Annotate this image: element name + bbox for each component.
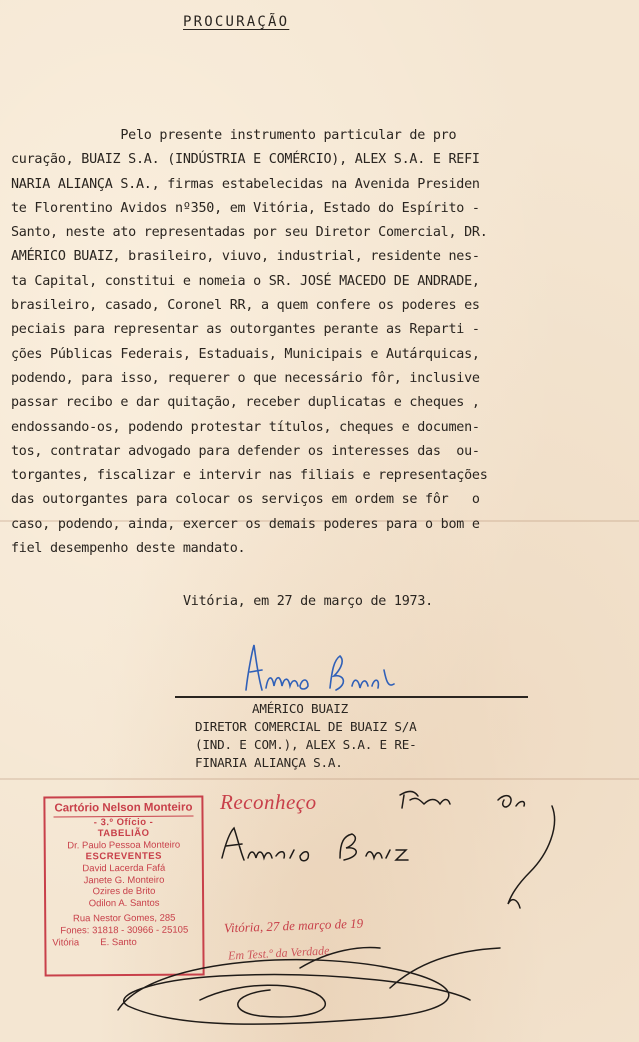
notary-truth-stamp: Em Test.º da Verdade	[227, 943, 330, 963]
notary-role: TABELIÃO	[97, 828, 150, 840]
body-line: te Florentino Avidos nº350, em Vitória, Estado do Espírito -	[11, 200, 480, 216]
body-line: curação, BUAIZ S.A. (INDÚSTRIA E COMÉRCIO), ALEX S.A. E REFI	[11, 152, 480, 168]
notary-clerk: Ozires de Brito	[92, 885, 156, 898]
document-date: Vitória, em 27 de março de 1973.	[183, 594, 433, 609]
body-line: brasileiro, casado, Coronel RR, a quem confere os poderes es	[11, 298, 480, 314]
body-line: tos, contratar advogado para defender os interesses das ou-	[11, 443, 480, 459]
notary-date-stamp: Vitória, 27 de março de 19	[223, 915, 364, 936]
recognition-stamp: Reconheço	[220, 790, 317, 814]
notary-clerk: Odilon A. Santos	[88, 897, 160, 909]
signatory-block	[195, 700, 416, 772]
notary-address: Rua Nestor Gomes, 285	[72, 912, 176, 925]
body-line: caso, podendo, ainda, exercer os demais poderes para o bom e	[11, 516, 480, 532]
body-line: NARIA ALIANÇA S.A., firmas estabelecidas na Avenida Presiden	[11, 176, 480, 192]
notary-clerk: David Lacerda Fafá	[82, 862, 166, 875]
document-body	[11, 124, 631, 561]
body-line: ta Capital, constitui e nomeia o SR. JOSÉ MACEDO DE ANDRADE,	[11, 273, 480, 289]
notary-clerk: Janete G. Monteiro	[83, 874, 165, 886]
body-line: torgantes, fiscalizar e intervir nas filiais e representações	[11, 468, 488, 484]
body-line: AMÉRICO BUAIZ, brasileiro, viuvo, industrial, residente nes-	[11, 249, 480, 265]
body-line: das outorgantes para colocar os serviços em ordem se fôr o	[11, 492, 480, 508]
notary-office-name: Cartório Nelson Monteiro	[53, 803, 193, 818]
paper-fold	[0, 778, 639, 780]
notary-city: Vitória E. Santo	[52, 936, 137, 949]
body-line: ções Públicas Federais, Estaduais, Municipais e Autárquicas,	[11, 346, 480, 362]
notary-stamp	[43, 795, 204, 976]
notary-phones: Fones: 31818 - 30966 - 25105	[60, 924, 189, 937]
signatory-title: (IND. E COM.), ALEX S.A. E RE-	[195, 737, 417, 752]
body-line: podendo, para isso, requerer o que necessário fôr, inclusive	[11, 370, 480, 386]
body-line: endossando-os, podendo protestar títulos, cheques e documen-	[11, 419, 480, 435]
signatory-name: AMÉRICO BUAIZ	[252, 701, 348, 716]
signature-line	[175, 696, 528, 698]
signatory-title: FINARIA ALIANÇA S.A.	[195, 755, 343, 770]
body-line: Pelo presente instrumento particular de pro	[11, 128, 457, 143]
body-line: passar recibo e dar quitação, receber duplicatas e cheques ,	[11, 395, 480, 411]
signatory-title: DIRETOR COMERCIAL DE BUAIZ S/A	[195, 719, 417, 734]
notary-office-number: - 3.º Ofício -	[93, 816, 154, 828]
body-line: Santo, neste ato representadas por seu Diretor Comercial, DR.	[11, 225, 488, 241]
notary-name: Dr. Paulo Pessoa Monteiro	[67, 839, 181, 852]
body-line: peciais para representar as outorgantes perante as Reparti -	[11, 322, 480, 338]
notary-clerks-label: ESCREVENTES	[85, 851, 162, 863]
document-title: PROCURAÇÃO	[183, 14, 290, 30]
body-line: fiel desempenho deste mandato.	[11, 541, 246, 557]
